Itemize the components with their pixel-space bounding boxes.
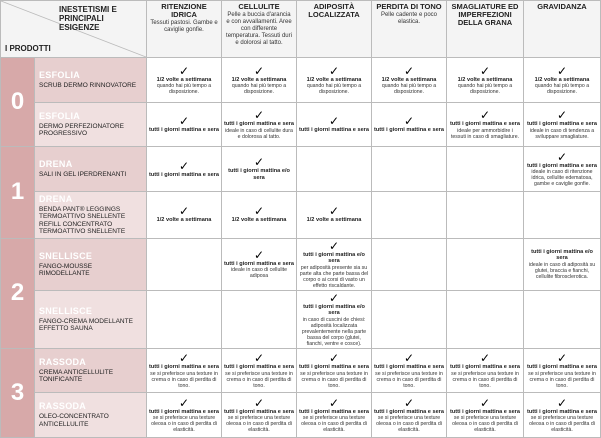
checkmark-icon: ✓ xyxy=(479,351,491,365)
checkmark-icon: ✓ xyxy=(403,395,415,410)
checkmark-icon: ✓ xyxy=(253,395,265,410)
usage-cell xyxy=(147,147,222,192)
product-name: FANGO-CREMA MODELLANTE EFFETTO SAUNA xyxy=(39,317,133,332)
usage-cell xyxy=(524,290,601,348)
checkmark-icon: ✓ xyxy=(178,158,190,173)
usage-cell xyxy=(297,393,372,438)
usage-note: se si preferisce una texture in crema o in caso di perdita di tono. xyxy=(528,370,596,389)
checkmark-icon: ✓ xyxy=(403,114,415,128)
concerns-heading: INESTETISMI E PRINCIPALI ESIGENZE xyxy=(59,5,117,32)
product-cell xyxy=(35,102,147,147)
table-row xyxy=(1,147,601,192)
usage-cell xyxy=(372,102,447,147)
usage-cell xyxy=(147,191,222,238)
usage-cell xyxy=(147,348,222,393)
usage-note: se si preferisce una texture oleosa o in caso di perdita di elasticità. xyxy=(151,415,217,433)
checkmark-icon: ✓ xyxy=(403,63,415,78)
usage-frequency: tutti i giorni mattina e/o sera xyxy=(228,168,290,181)
column-header: SMAGLIATURE ED IMPERFEZIONI DELLA GRANA xyxy=(447,1,524,58)
usage-frequency: tutti i giorni mattina e sera xyxy=(527,121,597,127)
usage-frequency: tutti i giorni mattina e sera xyxy=(224,260,294,267)
table-row xyxy=(1,290,601,348)
usage-cell xyxy=(297,191,372,238)
checkmark-icon: ✓ xyxy=(253,155,265,170)
usage-cell xyxy=(297,147,372,192)
usage-note: se si preferisce una texture oleosa o in caso di perdita di elasticità. xyxy=(529,415,595,433)
usage-note: ideale in caso di tendenza a sviluppare smagliature. xyxy=(529,127,595,140)
usage-cell xyxy=(372,393,447,438)
usage-frequency: 1/2 volte a settimana xyxy=(381,76,437,83)
usage-cell xyxy=(297,58,372,103)
column-header: RITENZIONE IDRICA Tessuti pastosi. Gambe e caviglie gonfie. xyxy=(147,1,222,58)
usage-note: quando hai più tempo a disposizione. xyxy=(457,83,513,95)
product-name: BENDA PANT® LEGGINGS TERMOATTIVO SNELLENTE REFILL CONCENTRATO TERMOATTIVO SNELLENTE xyxy=(39,205,126,235)
usage-cell xyxy=(222,58,297,103)
usage-frequency: tutti i giorni mattina e sera xyxy=(527,408,597,415)
usage-cell xyxy=(222,348,297,393)
usage-note: se si preferisce una texture in crema o in caso di perdita di tono. xyxy=(150,370,218,389)
table-row xyxy=(1,238,601,290)
level-number: 0 xyxy=(1,58,35,147)
usage-note: quando hai più tempo a disposizione. xyxy=(306,83,362,95)
usage-cell xyxy=(447,238,524,290)
usage-frequency: tutti i giorni mattina e sera xyxy=(527,162,597,169)
usage-frequency: tutti i giorni mattina e sera xyxy=(374,127,444,133)
usage-note: se si preferisce una texture oleosa o in caso di perdita di elasticità. xyxy=(226,415,292,433)
usage-cell xyxy=(222,102,297,147)
usage-cell xyxy=(524,348,601,393)
checkmark-icon: ✓ xyxy=(253,351,265,365)
product-name: SALI IN GEL IPERDRENANTI xyxy=(39,171,127,178)
column-header: CELLULITE Pelle a buccia d'arancia e con avvallamenti. Aree con differente temperatura. Tessuti duri e dolorosi al tatto. xyxy=(222,1,297,58)
usage-cell xyxy=(372,58,447,103)
checkmark-icon: ✓ xyxy=(328,351,340,365)
table-row xyxy=(1,58,601,103)
usage-frequency: tutti i giorni mattina e/o sera xyxy=(303,303,365,316)
usage-frequency: tutti i giorni mattina e sera xyxy=(299,408,369,415)
checkmark-icon: ✓ xyxy=(253,63,265,78)
product-category: SNELLISCE xyxy=(39,305,93,316)
level-number: 2 xyxy=(1,238,35,348)
usage-frequency: tutti i giorni mattina e sera xyxy=(224,364,294,370)
usage-cell xyxy=(297,238,372,290)
usage-note: in caso di cuscini de chiesi: adiposità localizzata prevalentemente nella parte bassa del corpo (glutei, fianchi, ventre e cosce). xyxy=(301,316,367,347)
usage-frequency: tutti i giorni mattina e/o sera xyxy=(303,251,365,264)
usage-cell xyxy=(524,147,601,192)
usage-frequency: 1/2 volte a settimana xyxy=(156,76,212,83)
table-row xyxy=(1,102,601,147)
usage-frequency: 1/2 volte a settimana xyxy=(534,76,590,83)
product-name: FANGO-MOUSSE RIMODELLANTE xyxy=(39,262,93,277)
usage-note: se si preferisce una texture oleosa o in caso di perdita di elasticità. xyxy=(376,415,442,433)
usage-frequency: tutti i giorni mattina e sera xyxy=(149,364,219,370)
checkmark-icon: ✓ xyxy=(178,63,190,78)
usage-note: per adiposità presente sia su parte alta che parte bassa del corpo o ai corsi di vasto un effetto riscaldante. xyxy=(299,264,369,289)
usage-cell xyxy=(524,58,601,103)
usage-frequency: 1/2 volte a settimana xyxy=(231,76,287,83)
checkmark-icon: ✓ xyxy=(178,114,190,128)
usage-cell xyxy=(524,102,601,147)
usage-note: ideale in caso di adiposità su glutei, braccia e fianchi, cellulite fibrosclerotica. xyxy=(528,261,596,280)
usage-frequency: 1/2 volte a settimana xyxy=(306,217,362,224)
product-category: SNELLISCE xyxy=(39,250,93,261)
usage-cell xyxy=(147,58,222,103)
usage-cell xyxy=(222,238,297,290)
usage-frequency: tutti i giorni mattina e sera xyxy=(450,121,520,127)
usage-cell xyxy=(222,393,297,438)
usage-cell xyxy=(297,290,372,348)
header-row xyxy=(1,1,601,58)
product-cell xyxy=(35,290,147,348)
checkmark-icon: ✓ xyxy=(328,290,340,305)
usage-cell xyxy=(372,147,447,192)
product-cell xyxy=(35,58,147,103)
usage-cell xyxy=(447,290,524,348)
usage-note: se si preferisce una texture oleosa o in caso di perdita di elasticità. xyxy=(452,415,518,433)
usage-frequency: 1/2 volte a settimana xyxy=(306,76,362,83)
usage-frequency: tutti i giorni mattina e sera xyxy=(224,121,294,127)
usage-note: quando hai più tempo a disposizione. xyxy=(381,83,437,95)
product-cell xyxy=(35,348,147,393)
usage-frequency: tutti i giorni mattina e sera xyxy=(299,364,369,370)
table-row xyxy=(1,348,601,393)
product-cell xyxy=(35,191,147,238)
usage-note: se si preferisce una texture in crema o in caso di perdita di tono. xyxy=(451,370,519,389)
checkmark-icon: ✓ xyxy=(178,395,190,410)
level-number: 3 xyxy=(1,348,35,437)
checkmark-icon: ✓ xyxy=(328,114,340,128)
usage-frequency: tutti i giorni mattina e sera xyxy=(149,171,219,178)
usage-cell xyxy=(297,348,372,393)
usage-frequency: tutti i giorni mattina e sera xyxy=(527,364,597,370)
product-category: RASSODA xyxy=(39,356,87,367)
checkmark-icon: ✓ xyxy=(178,204,190,219)
checkmark-icon: ✓ xyxy=(479,395,491,410)
usage-cell xyxy=(524,191,601,238)
usage-note: se si preferisce una texture oleosa o in caso di perdita di elasticità. xyxy=(301,415,367,433)
product-name: SCRUB DERMO RINNOVATORE xyxy=(39,82,137,89)
usage-frequency: tutti i giorni mattina e sera xyxy=(149,408,219,415)
usage-cell xyxy=(447,102,524,147)
usage-cell xyxy=(222,191,297,238)
table-row xyxy=(1,393,601,438)
usage-note: se si preferisce una texture in crema o in caso di perdita di tono. xyxy=(225,370,293,389)
checkmark-icon: ✓ xyxy=(328,63,340,78)
product-category: DRENA xyxy=(39,159,73,169)
usage-frequency: tutti i giorni mattina e sera xyxy=(299,127,369,133)
usage-cell xyxy=(372,191,447,238)
usage-note: ideale in caso di cellulite adiposa xyxy=(231,267,287,280)
usage-cell xyxy=(222,290,297,348)
usage-cell xyxy=(447,393,524,438)
product-cell xyxy=(35,147,147,192)
checkmark-icon: ✓ xyxy=(253,108,265,122)
usage-cell xyxy=(447,147,524,192)
checkmark-icon: ✓ xyxy=(479,63,491,78)
product-category: ESFOLIA xyxy=(39,110,81,121)
usage-note: se si preferisce una texture in crema o in caso di perdita di tono. xyxy=(375,370,443,389)
table-row xyxy=(1,191,601,238)
usage-frequency: tutti i giorni mattina e sera xyxy=(374,408,444,415)
column-header: ADIPOSITÀ LOCALIZZATA xyxy=(297,1,372,58)
product-category: ESFOLIA xyxy=(39,70,81,80)
usage-frequency: tutti i giorni mattina e sera xyxy=(450,364,520,370)
usage-frequency: tutti i giorni mattina e sera xyxy=(149,127,219,133)
product-cell xyxy=(35,393,147,438)
column-header: GRAVIDANZA xyxy=(524,1,601,58)
usage-note: quando hai più tempo a disposizione. xyxy=(231,83,287,95)
checkmark-icon: ✓ xyxy=(556,108,568,122)
usage-frequency: 1/2 volte a settimana xyxy=(156,217,212,224)
product-category: DRENA xyxy=(39,193,73,204)
usage-note: quando hai più tempo a disposizione. xyxy=(156,83,212,95)
usage-note: ideale in caso di cellulite dura e dolorosa al tatto. xyxy=(225,127,293,140)
checkmark-icon: ✓ xyxy=(253,204,265,219)
product-category: RASSODA xyxy=(39,401,87,412)
header-corner xyxy=(1,1,147,58)
usage-note: quando hai più tempo a disposizione. xyxy=(534,83,590,95)
checkmark-icon: ✓ xyxy=(253,247,265,262)
product-name: OLEO-CONCENTRATO ANTICELLULITE xyxy=(39,413,109,428)
usage-cell xyxy=(147,290,222,348)
checkmark-icon: ✓ xyxy=(556,351,568,365)
usage-cell xyxy=(447,191,524,238)
usage-cell xyxy=(147,393,222,438)
usage-frequency: tutti i giorni mattina e sera xyxy=(224,408,294,415)
usage-frequency: 1/2 volte a settimana xyxy=(457,76,513,83)
usage-cell xyxy=(372,290,447,348)
usage-cell xyxy=(447,58,524,103)
checkmark-icon: ✓ xyxy=(556,149,568,164)
usage-cell xyxy=(372,238,447,290)
usage-note: se si preferisce una texture in crema o in caso di perdita di tono. xyxy=(300,370,368,389)
usage-cell xyxy=(524,238,601,290)
product-name: CREMA ANTICELLULITE TONIFICANTE xyxy=(39,368,114,384)
usage-frequency: 1/2 volte a settimana xyxy=(231,217,287,224)
checkmark-icon: ✓ xyxy=(178,351,190,365)
usage-cell xyxy=(524,393,601,438)
usage-cell xyxy=(297,102,372,147)
products-heading: I PRODOTTI xyxy=(5,44,51,53)
usage-note: ideale per ammorbidire i tessuti in caso di smagliature. xyxy=(450,127,520,140)
usage-cell xyxy=(372,348,447,393)
usage-frequency: tutti i giorni mattina e sera xyxy=(374,364,444,370)
usage-cell xyxy=(147,238,222,290)
level-number: 1 xyxy=(1,147,35,239)
checkmark-icon: ✓ xyxy=(328,395,340,410)
usage-cell xyxy=(447,348,524,393)
matrix-body xyxy=(1,58,601,438)
checkmark-icon: ✓ xyxy=(556,63,568,78)
usage-note: ideale in caso di ritenzione idrica, cellulite edematosa, gambe e caviglie gonfie. xyxy=(531,169,593,187)
checkmark-icon: ✓ xyxy=(328,204,340,219)
checkmark-icon: ✓ xyxy=(479,108,491,122)
usage-cell xyxy=(147,102,222,147)
product-cell xyxy=(35,238,147,290)
checkmark-icon: ✓ xyxy=(328,238,340,253)
checkmark-icon: ✓ xyxy=(556,395,568,410)
checkmark-icon: ✓ xyxy=(403,351,415,365)
product-name: DERMO PERFEZIONATORE PROGRESSIVO xyxy=(39,122,124,138)
usage-cell xyxy=(222,147,297,192)
column-header: PERDITA DI TONO Pelle cadente e poco elastica. xyxy=(372,1,447,58)
usage-frequency: tutti i giorni mattina e/o sera xyxy=(531,248,593,261)
usage-frequency: tutti i giorni mattina e sera xyxy=(450,408,520,415)
